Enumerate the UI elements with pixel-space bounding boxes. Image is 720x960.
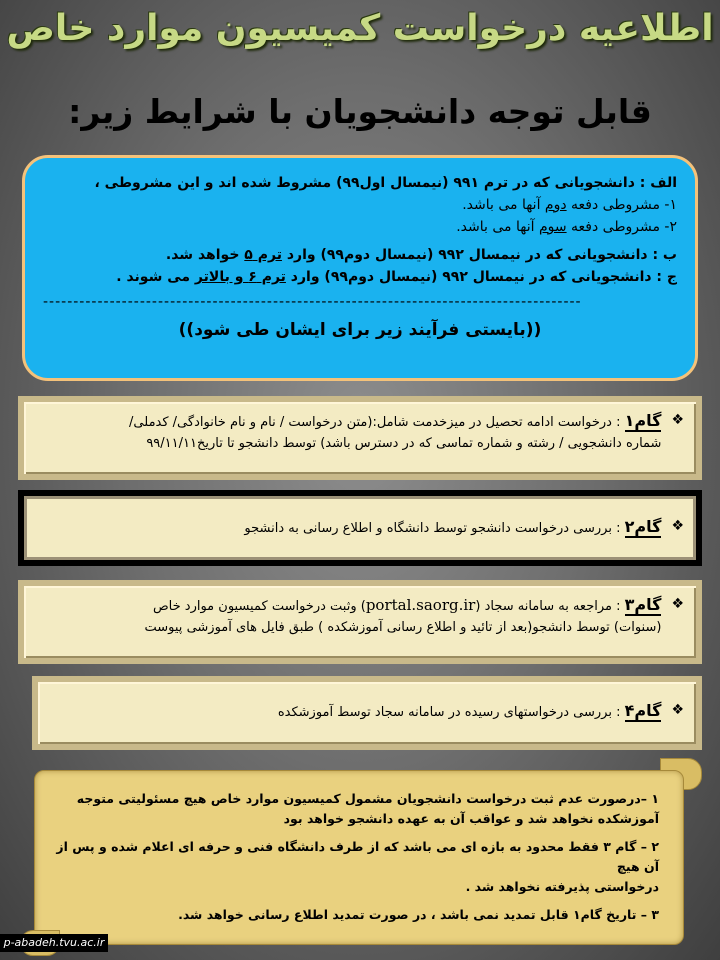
note-1-line2: آموزشکده نخواهد شد و عواقب آن به عهده دانشجو خواهد بود — [283, 811, 659, 826]
condition-a2-text: ۲- مشروطی دفعه — [566, 219, 677, 235]
step-3-text-end: ) وثبت درخواست کمیسیون موارد خاص — [152, 599, 366, 614]
notes-scroll — [34, 770, 684, 945]
step-2-text: : بررسی درخواست دانشجو توسط دانشگاه و اطلاع رسانی به دانشجو — [244, 521, 621, 536]
step-4-label: گام۴ — [624, 701, 662, 720]
diamond-bullet-icon: ❖ — [671, 412, 684, 428]
step-2-box — [18, 490, 702, 566]
page-title: اطلاعیه درخواست کمیسیون موارد خاص — [6, 8, 714, 49]
portal-link[interactable]: portal.saorg.ir — [365, 596, 476, 614]
step-3-box — [18, 580, 702, 664]
condition-c — [43, 266, 677, 288]
condition-a2-text-end: آنها می باشد. — [456, 219, 539, 235]
condition-b-text: ب : دانشجویانی که در نیمسال ۹۹۲ (نیمسال دوم۹۹) وارد — [281, 247, 677, 263]
step-1-text-line2: شماره دانشجویی / رشته و شماره تماسی که در دسترس باشد) توسط دانشجو تا تاریخ۹۹/۱۱/۱۱ — [146, 436, 662, 451]
condition-c-underlined: ترم ۶ و بالاتر — [194, 269, 286, 285]
condition-b-underlined: ترم ۵ — [244, 247, 282, 263]
step-3-label: گام۳ — [624, 595, 662, 614]
condition-c-text-end: می شوند . — [116, 269, 195, 285]
diamond-bullet-icon: ❖ — [671, 702, 684, 718]
note-2-line1: ۲ – گام ۳ فقط محدود به بازه ای می باشد که از طرف دانشگاه فنی و حرفه ای اعلام شده و پس از آن هیچ — [56, 839, 659, 874]
step-1-text: : درخواست ادامه تحصیل در میزخدمت شامل:(متن درخواست / نام و نام خانوادگی/ کدملی/ — [129, 415, 621, 430]
condition-a1 — [43, 194, 677, 216]
condition-a1-text: ۱- مشروطی دفعه — [566, 197, 677, 213]
process-note: ((بایستی فرآیند زیر برای ایشان طی شود)) — [178, 320, 542, 340]
note-1 — [55, 789, 659, 829]
dashed-divider: ----------------------------------------------------------------------------------------- — [43, 294, 582, 310]
step-4-text: : بررسی درخواستهای رسیده در سامانه سجاد توسط آموزشکده — [277, 705, 621, 720]
page-subtitle: قابل توجه دانشجویان با شرایط زیر: — [68, 92, 652, 131]
site-watermark: p-abadeh.tvu.ac.ir — [0, 934, 108, 952]
step-3-text: : مراجعه به سامانه سجاد ( — [475, 599, 625, 614]
condition-c-text: ج : دانشجویانی که در نیمسال ۹۹۲ (نیمسال دوم۹۹) وارد — [285, 269, 677, 285]
condition-a2 — [43, 216, 677, 238]
step-1-box — [18, 396, 702, 480]
conditions-box — [22, 155, 698, 381]
step-1-label: گام۱ — [624, 411, 662, 430]
step-4-box — [32, 676, 702, 750]
diamond-bullet-icon: ❖ — [671, 596, 684, 612]
step-3-text-line2: (سنوات) توسط دانشجو(بعد از تائید و اطلاع رسانی آموزشکده ) طبق فایل های آموزشی پیوست — [144, 620, 662, 635]
diamond-bullet-icon: ❖ — [671, 518, 684, 534]
condition-a2-underlined: سوم — [538, 219, 567, 235]
condition-a1-text-end: آنها می باشد. — [462, 197, 545, 213]
step-2-label: گام۲ — [624, 517, 662, 536]
condition-b — [43, 244, 677, 266]
condition-a1-underlined: دوم — [544, 197, 567, 213]
note-2-line2: درخواستی پذیرفته نخواهد شد . — [465, 879, 659, 894]
note-3: ۳ – تاریخ گام۱ قابل تمدید نمی باشد ، در صورت تمدید اطلاع رسانی خواهد شد. — [178, 907, 659, 922]
condition-a: الف : دانشجویانی که در ترم ۹۹۱ (نیمسال اول۹۹) مشروط شده اند و این مشروطی ، — [94, 175, 677, 191]
condition-b-text-end: خواهد شد. — [165, 247, 245, 263]
note-1-line1: ۱ –درصورت عدم ثبت درخواست دانشجویان مشمول کمیسیون موارد خاص هیچ مسئولیتی متوجه — [76, 791, 659, 806]
note-2 — [55, 837, 659, 897]
